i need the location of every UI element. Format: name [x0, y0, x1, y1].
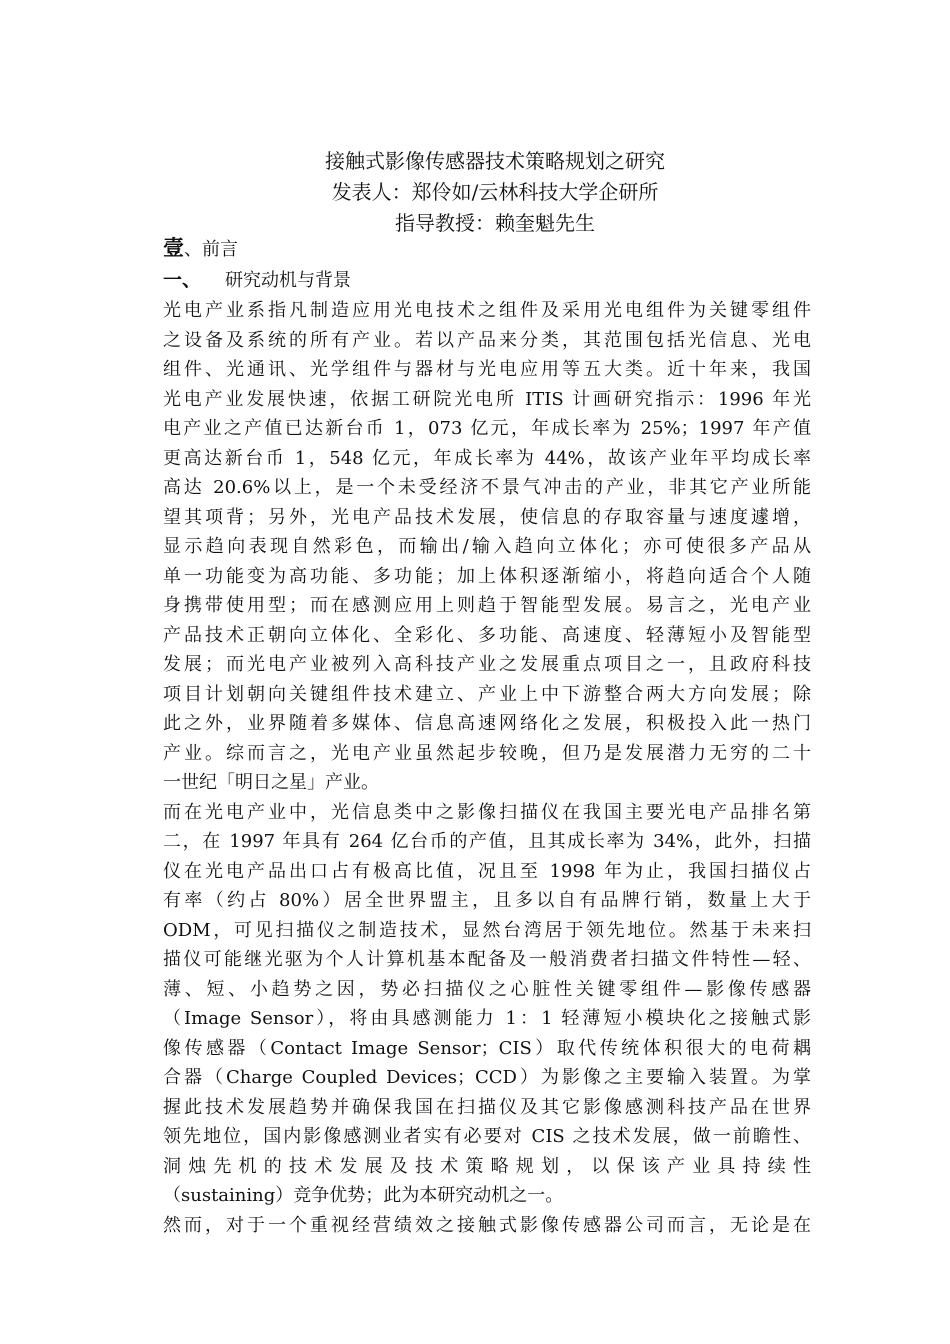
text-line: 项目计划朝向关键组件技术建立、产业上中下游整合两大方向发展；除 — [163, 683, 811, 705]
subsection-label: 研究动机与背景 — [225, 270, 352, 291]
title-block — [0, 146, 950, 239]
presenter-line: 发表人：郑伶如/云林科技大学企研所 — [331, 180, 659, 204]
text-line: 电产业之产值已达新台币 1，073 亿元，年成长率为 25%；1997 年产值 — [163, 418, 811, 439]
text-line: 薄、短、小趋势之因，势必扫描仪之心脏性关键零组件—影像传感器 — [163, 978, 811, 1000]
paragraph-1 — [163, 296, 811, 798]
text-line: 更高达新台币 1，548 亿元，年成长率为 44%，故该产业年平均成长率 — [163, 447, 811, 469]
paragraph-3 — [163, 1211, 811, 1241]
text-line: 有率（约占 80%）居全世界盟主，且多以自有品牌行销，数量上大于 — [163, 890, 811, 911]
text-line: 仪在光电产品出口占有极高比值，况且至 1998 年为止，我国扫描仪占 — [163, 860, 811, 882]
text-line: 描仪可能继光驱为个人计算机基本配备及一般消费者扫描文件特性—轻、 — [163, 949, 811, 970]
text-line: 合器（Charge Coupled Devices；CCD）为影像之主要输入装置。为掌 — [163, 1067, 811, 1088]
paragraph-2 — [163, 798, 811, 1211]
text-line: 组件、光通讯、光学组件与器材与光电应用等五大类。近十年来，我国 — [163, 359, 811, 380]
text-line: 产业。综而言之，光电产业虽然起步较晚，但乃是发展潜力无穷的二十 — [163, 742, 811, 764]
document-title: 接触式影像传感器技术策略规划之研究 — [325, 149, 665, 173]
text-line: （sustaining）竞争优势；此为本研究动机之一。 — [163, 1185, 564, 1206]
text-line: 身携带使用型；而在感测应用上则趋于智能型发展。易言之，光电产业 — [163, 595, 811, 616]
text-line: 望其项背；另外，光电产品技术发展，使信息的存取容量与速度遽增， — [163, 506, 811, 528]
text-line: 光电产业发展快速，依据工研院光电所 ITIS 计画研究指示：1996 年光 — [163, 388, 811, 410]
text-line: 一世纪「明日之星」产业。 — [163, 772, 379, 793]
text-line: 而在光电产业中，光信息类中之影像扫描仪在我国主要光电产品排名第 — [163, 801, 811, 823]
text-line: 像传感器（Contact Image Sensor；CIS）取代传统体积很大的电荷耦 — [163, 1037, 811, 1059]
subsection-heading — [163, 265, 811, 296]
section-label: 、前言 — [184, 239, 238, 260]
text-line: 发展；而光电产业被列入高科技产业之发展重点项目之一，且政府科技 — [163, 654, 811, 675]
text-line: 握此技术发展趋势并确保我国在扫描仪及其它影像感测科技产品在世界 — [163, 1096, 811, 1118]
text-line: 此之外，业界随着多媒体、信息高速网络化之发展，积极投入此一热门 — [163, 713, 811, 734]
subsection-number: 一、 — [163, 269, 202, 291]
text-line: 显示趋向表现自然彩色，而输出/输入趋向立体化；亦可使很多产品从 — [163, 536, 811, 557]
section-marker: 壹 — [163, 235, 184, 260]
text-line: 光电产业系指凡制造应用光电技术之组件及采用光电组件为关键零组件 — [163, 300, 811, 321]
advisor-line: 指导教授：赖奎魁先生 — [395, 211, 595, 235]
text-line: 二，在 1997 年具有 264 亿台币的产值，且其成长率为 34%，此外，扫描 — [163, 831, 811, 852]
text-line: 领先地位，国内影像感测业者实有必要对 CIS 之技术发展，做一前瞻性、 — [163, 1126, 811, 1147]
document-body — [163, 233, 811, 1240]
text-line: 之设备及系统的所有产业。若以产品来分类，其范围包括光信息、光电 — [163, 329, 811, 351]
text-line: ODM，可见扫描仪之制造技术，显然台湾居于领先地位。然基于未来扫 — [163, 919, 811, 941]
text-line: 产品技术正朝向立体化、全彩化、多功能、高速度、轻薄短小及智能型 — [163, 624, 811, 646]
text-line: 单一功能变为高功能、多功能；加上体积逐渐缩小，将趋向适合个人随 — [163, 565, 811, 587]
section-heading — [163, 233, 811, 265]
text-line: 然而，对于一个重视经营绩效之接触式影像传感器公司而言，无论是在 — [163, 1214, 811, 1236]
text-line: （Image Sensor），将由具感测能力 1：1 轻薄短小模块化之接触式影 — [163, 1008, 811, 1029]
text-line: 高达 20.6%以上，是一个未受经济不景气冲击的产业，非其它产业所能 — [163, 477, 811, 498]
text-line: 洞烛先机的技术发展及技术策略规划，以保该产业具持续性 — [163, 1155, 811, 1177]
